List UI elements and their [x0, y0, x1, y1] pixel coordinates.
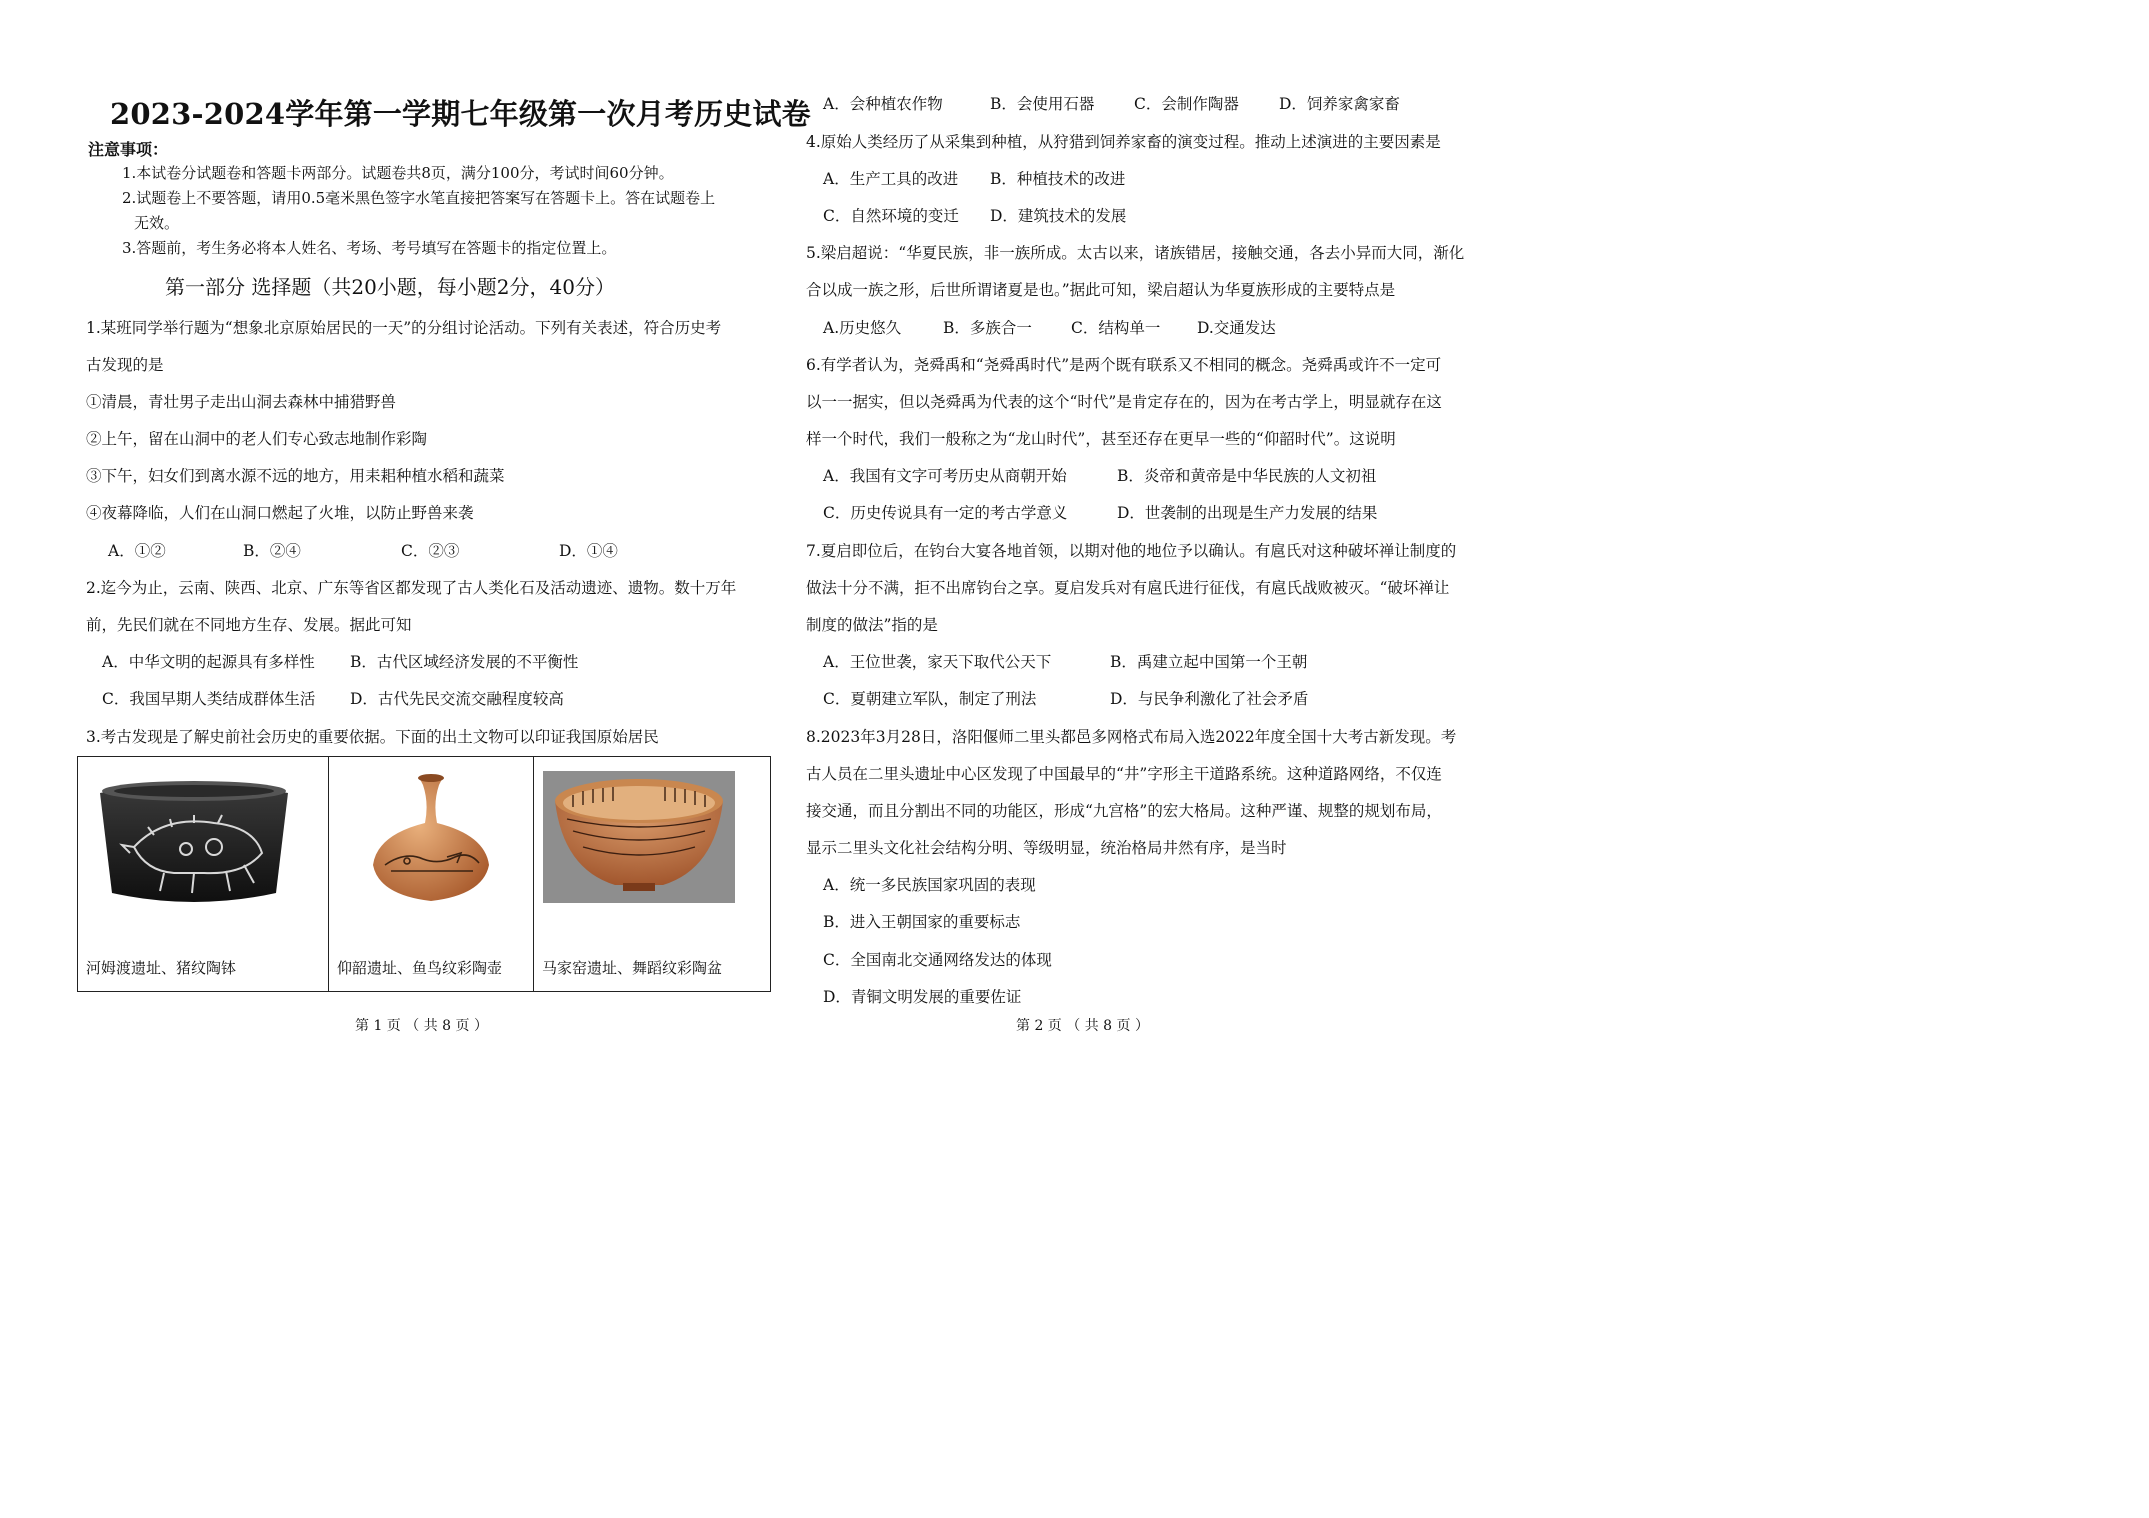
q5-option-c[interactable]: C．结构单一 [1071, 319, 1161, 337]
q1-item: ④夜幕降临，人们在山洞口燃起了火堆，以防止野兽来袭 [86, 504, 474, 522]
q2-option-c[interactable]: C．我国早期人类结成群体生活 [102, 690, 316, 708]
q1-stem: 1.某班同学举行题为“想象北京原始居民的一天”的分组讨论活动。下列有关表述，符合历史考 [86, 319, 722, 337]
q4-stem: 4.原始人类经历了从采集到种植，从狩猎到饲养家畜的演变过程。推动上述演进的主要因素是 [806, 133, 1441, 151]
q7-stem: 做法十分不满，拒不出席钧台之享。夏启发兵对有扈氏进行征伐，有扈氏战败被灭。“破坏禅让 [806, 579, 1450, 597]
q5-stem: 合以成一族之形，后世所谓诸夏是也。”据此可知，梁启超认为华夏族形成的主要特点是 [806, 281, 1396, 299]
dancing-pattern-basin-image [543, 771, 735, 903]
q6-stem: 以一一据实，但以尧舜禹为代表的这个“时代”是肯定存在的，因为在考古学上，明显就存在这 [806, 393, 1442, 411]
q4-option-b[interactable]: B．种植技术的改进 [990, 170, 1126, 188]
relic-caption: 仰韶遗址、鱼鸟纹彩陶壶 [337, 959, 503, 977]
q1-stem: 古发现的是 [86, 356, 164, 374]
relic-cell-majiayao [534, 757, 772, 991]
q3-option-b[interactable]: B．会使用石器 [990, 95, 1095, 113]
q8-option-a[interactable]: A．统一多民族国家巩固的表现 [823, 876, 1036, 894]
q1-item: ①清晨，青壮男子走出山洞去森林中捕猎野兽 [86, 393, 397, 411]
q6-option-b[interactable]: B．炎帝和黄帝是中华民族的人文初祖 [1117, 467, 1377, 485]
q1-item: ③下午，妇女们到离水源不远的地方，用耒耜种植水稻和蔬菜 [86, 467, 505, 485]
page-footer: 第 1 页 （ 共 8 页 ） [355, 1018, 488, 1034]
page-footer: 第 2 页 （ 共 8 页 ） [1016, 1018, 1149, 1034]
section-heading: 第一部分 选择题（共20小题，每小题2分，40分） [165, 275, 615, 299]
q5-option-b[interactable]: B．多族合一 [943, 319, 1032, 337]
q8-option-b[interactable]: B．进入王朝国家的重要标志 [823, 913, 1021, 931]
q7-option-d[interactable]: D．与民争利激化了社会矛盾 [1110, 690, 1309, 708]
q8-option-d[interactable]: D．青铜文明发展的重要佐证 [823, 988, 1022, 1006]
q6-stem: 6.有学者认为，尧舜禹和“尧舜禹时代”是两个既有联系又不相同的概念。尧舜禹或许不一定可 [806, 356, 1442, 374]
q3-option-d[interactable]: D．饲养家禽家畜 [1279, 95, 1400, 113]
q3-stem: 3.考古发现是了解史前社会历史的重要依据。下面的出土文物可以印证我国原始居民 [86, 728, 659, 746]
q1-item: ②上午，留在山洞中的老人们专心致志地制作彩陶 [86, 430, 428, 448]
q8-stem: 古人员在二里头遗址中心区发现了中国最早的“井”字形主干道路系统。这种道路网络，不仅连 [806, 765, 1442, 783]
q2-option-d[interactable]: D．古代先民交流交融程度较高 [350, 690, 564, 708]
notice-item: 1.本试卷分试题卷和答题卡两部分。试题卷共8页，满分100分，考试时间60分钟。 [122, 164, 674, 182]
fish-bird-pot-image [361, 773, 501, 913]
q5-stem: 5.梁启超说：“华夏民族，非一族所成。太古以来，诸族错居，接触交通，各去小异而大同，渐化 [806, 244, 1465, 262]
q1-option-b[interactable]: B．②④ [243, 542, 301, 560]
q7-stem: 7.夏启即位后，在钧台大宴各地首领，以期对他的地位予以确认。有扈氏对这种破坏禅让制度的 [806, 542, 1457, 560]
relic-cell-yangshao [329, 757, 534, 991]
q8-stem: 8.2023年3月28日，洛阳偃师二里头都邑多网格式布局入选2022年度全国十大考古新发现。考 [806, 728, 1457, 746]
notice-item: 3.答题前，考生务必将本人姓名、考场、考号填写在答题卡的指定位置上。 [122, 239, 617, 257]
q7-stem: 制度的做法”指的是 [806, 616, 938, 634]
pig-pattern-bowl-image [94, 775, 294, 915]
q7-option-b[interactable]: B．禹建立起中国第一个王朝 [1110, 653, 1308, 671]
q4-option-a[interactable]: A．生产工具的改进 [823, 170, 959, 188]
q2-option-a[interactable]: A．中华文明的起源具有多样性 [102, 653, 315, 671]
q2-option-b[interactable]: B．古代区域经济发展的不平衡性 [350, 653, 579, 671]
q3-option-c[interactable]: C．会制作陶器 [1134, 95, 1239, 113]
relic-table [77, 756, 771, 992]
q4-option-c[interactable]: C．自然环境的变迁 [823, 207, 959, 225]
q8-stem: 接交通，而且分割出不同的功能区，形成“九宫格”的宏大格局。这种严谨、规整的规划布局， [806, 802, 1442, 820]
q8-option-c[interactable]: C．全国南北交通网络发达的体现 [823, 951, 1052, 969]
q8-stem: 显示二里头文化社会结构分明、等级明显，统治格局井然有序，是当时 [806, 839, 1287, 857]
dancing-pattern-basin-photo-bg [543, 771, 735, 903]
q3-option-a[interactable]: A．会种植农作物 [823, 95, 943, 113]
q6-option-d[interactable]: D．世袭制的出现是生产力发展的结果 [1117, 504, 1378, 522]
relic-caption: 河姆渡遗址、猪纹陶钵 [86, 959, 237, 977]
q6-stem: 样一个时代，我们一般称之为“龙山时代”，甚至还存在更早一些的“仰韶时代”。这说明 [806, 430, 1396, 448]
q1-option-a[interactable]: A．①② [108, 542, 166, 560]
q7-option-c[interactable]: C．夏朝建立军队，制定了刑法 [823, 690, 1037, 708]
notice-item: 2.试题卷上不要答题，请用0.5毫米黑色签字水笔直接把答案写在答题卡上。答在试题卷上 [122, 189, 716, 207]
q2-stem: 前，先民们就在不同地方生存、发展。据此可知 [86, 616, 412, 634]
q1-option-c[interactable]: C．②③ [401, 542, 460, 560]
q7-option-a[interactable]: A．王位世袭，家天下取代公天下 [823, 653, 1052, 671]
notice-item: 无效。 [134, 214, 180, 232]
q4-option-d[interactable]: D．建筑技术的发展 [990, 207, 1127, 225]
q5-option-d[interactable]: D.交通发达 [1197, 319, 1276, 337]
q5-option-a[interactable]: A.历史悠久 [823, 319, 902, 337]
q6-option-c[interactable]: C．历史传说具有一定的考古学意义 [823, 504, 1068, 522]
relic-caption: 马家窑遗址、舞蹈纹彩陶盆 [542, 959, 723, 977]
relic-cell-hemudu [78, 757, 329, 991]
notice-heading: 注意事项： [88, 140, 169, 159]
q2-stem: 2.迄今为止，云南、陕西、北京、广东等省区都发现了古人类化石及活动遗迹、遗物。数十万年 [86, 579, 737, 597]
q1-option-d[interactable]: D．①④ [559, 542, 618, 560]
q6-option-a[interactable]: A．我国有文字可考历史从商朝开始 [823, 467, 1067, 485]
exam-title: 2023-2024学年第一学期七年级第一次月考历史试卷 [110, 97, 811, 131]
